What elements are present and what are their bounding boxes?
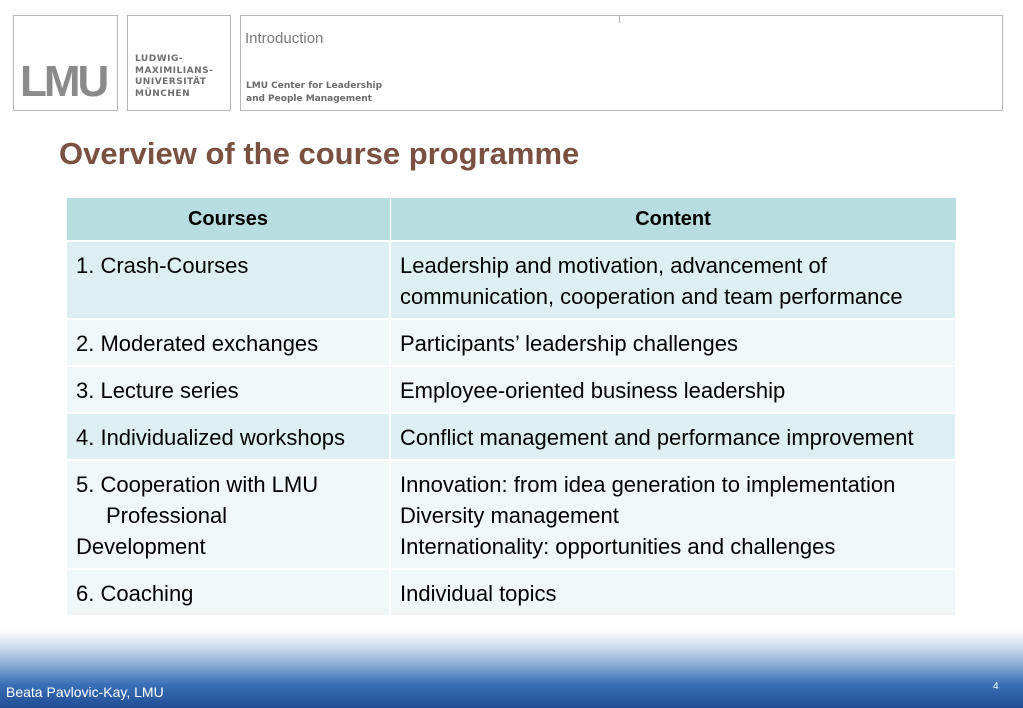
lmu-logo-mark: LMU [20, 57, 107, 106]
center-line: and People Management [246, 94, 372, 104]
course-text: Professional [106, 503, 228, 528]
content-text: Conflict management and performance improvement [400, 425, 914, 450]
university-line: MÜNCHEN [135, 88, 191, 99]
content-text: Innovation: from idea generation to implementation [400, 472, 896, 497]
content-text: Internationality: opportunities and challenges [400, 534, 836, 559]
course-cell [66, 366, 390, 413]
course-cell [66, 460, 390, 569]
course-text: 3. Lecture series [76, 378, 239, 403]
footer-author: Beata Pavlovic-Kay, LMU [6, 684, 164, 700]
content-cell [390, 319, 956, 366]
content-cell [390, 366, 956, 413]
table-row [66, 319, 956, 366]
university-name [135, 54, 213, 100]
content-text: Employee-oriented business leadership [400, 378, 786, 403]
center-name [246, 80, 382, 106]
course-cell [66, 241, 390, 319]
table-row [66, 569, 956, 616]
content-text: Individual topics [400, 581, 557, 606]
university-line: LUDWIG- [135, 54, 184, 64]
center-line: LMU Center for Leadership [246, 81, 383, 91]
content-cell [390, 569, 956, 616]
course-text: Development [76, 534, 206, 559]
content-cell [390, 413, 956, 460]
course-text: 5. Cooperation with LMU [76, 472, 319, 497]
column-header-courses: Courses [66, 198, 390, 242]
course-text: 4. Individualized workshops [76, 425, 346, 450]
table-header-row [66, 198, 956, 242]
content-text: Participants’ leadership challenges [400, 331, 738, 356]
table-row [66, 241, 956, 319]
page-title: Overview of the course programme [59, 136, 580, 171]
course-cell [66, 319, 390, 366]
university-name-box [127, 15, 231, 111]
course-text: 1. Crash-Courses [76, 253, 249, 278]
university-line: UNIVERSITÄT [135, 77, 207, 87]
section-title: Introduction [245, 30, 324, 47]
content-cell [390, 241, 956, 319]
column-header-content: Content [390, 198, 956, 242]
content-text: Leadership and motivation, advancement of communication, cooperation and team performance [400, 253, 903, 309]
course-text: 6. Coaching [76, 581, 194, 606]
course-text: 2. Moderated exchanges [76, 331, 319, 356]
course-cell [66, 413, 390, 460]
header-divider [619, 15, 620, 23]
course-cell [66, 569, 390, 616]
page-number: 4 [993, 681, 999, 692]
header-banner [240, 15, 1003, 111]
university-line: MAXIMILIANS- [135, 65, 214, 76]
course-table [65, 197, 957, 617]
table-row [66, 460, 956, 569]
content-cell [390, 460, 956, 569]
table-row [66, 413, 956, 460]
lmu-logo [13, 15, 118, 111]
content-text: Diversity management [400, 503, 619, 528]
table-row [66, 366, 956, 413]
